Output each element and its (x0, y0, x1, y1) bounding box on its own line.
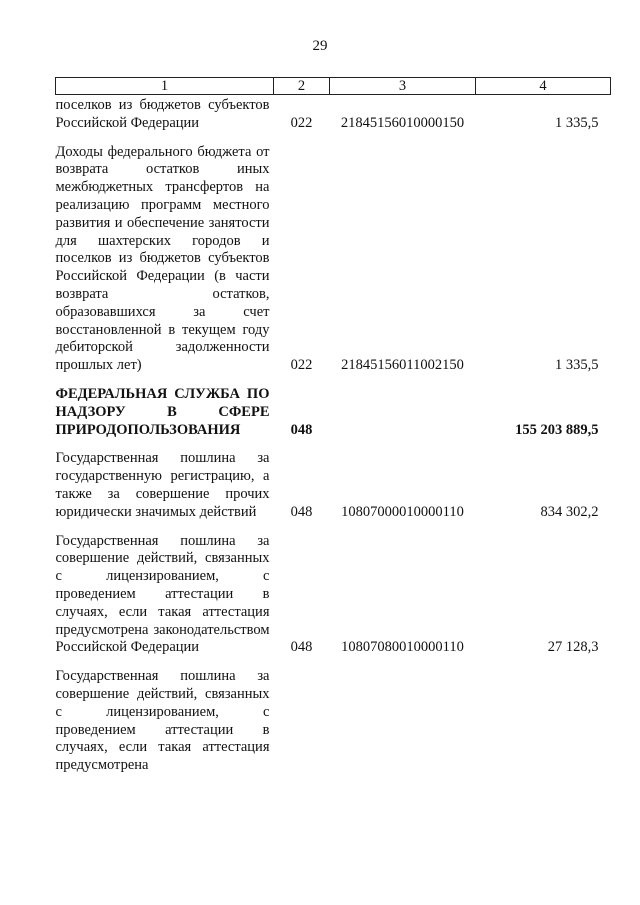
table-row (56, 439, 611, 521)
row-name: Государственная пошлина за совершение действий, связанных с лицензированием, с проведением аттестации в случаях, если такая аттестация предусмотрена законодательством Российской Федерации (55, 532, 270, 656)
row-admin-code: 048 (290, 639, 313, 656)
header-col-1: 1 (56, 78, 274, 95)
row-admin-code: 048 (290, 503, 313, 520)
row-admin-code (274, 657, 330, 775)
header-col-2: 2 (274, 78, 330, 95)
row-name: Государственная пошлина за государственную регистрацию, а также за совершение прочих юридически значимых действий (55, 450, 270, 520)
table-row (56, 657, 611, 775)
table-row-section (56, 375, 611, 439)
section-budget-code (330, 375, 476, 439)
row-budget-code: 21845156011002150 (341, 357, 464, 374)
page-number: 29 (312, 38, 328, 54)
row-name: поселков из бюджетов субъектов Российской Федерации (55, 97, 270, 131)
row-admin-code: 022 (290, 357, 313, 374)
table-row (56, 133, 611, 375)
row-budget-code (330, 657, 476, 775)
budget-table (55, 77, 611, 775)
header-col-4: 4 (476, 78, 611, 95)
row-admin-code: 022 (290, 114, 313, 131)
table-header-row (56, 78, 611, 95)
section-amount: 155 203 889,5 (515, 421, 599, 438)
section-name: ФЕДЕРАЛЬНАЯ СЛУЖБА ПО НАДЗОРУ В СФЕРЕ ПРИРОДОПОЛЬЗОВАНИЯ (55, 385, 270, 438)
row-amount: 1 335,5 (555, 114, 599, 131)
row-amount: 834 302,2 (540, 503, 599, 520)
row-amount: 27 128,3 (547, 639, 599, 656)
row-budget-code: 10807000010000110 (341, 503, 464, 520)
row-name: Доходы федерального бюджета от возврата остатков иных межбюджетных трансфертов на реализацию программ местного развития и обеспечение занятости для шахтерских городов и поселков из бюджетов субъектов Российской Федерации (в части возврата остатков, образовавшихся за счет восстановленной в текущем году дебиторской задолженности прошлых лет) (55, 143, 270, 374)
row-name: Государственная пошлина за совершение действий, связанных с лицензированием, с проведением аттестации в случаях, если такая аттестация предусмотрена (55, 668, 270, 774)
section-admin-code: 048 (290, 421, 313, 438)
row-budget-code: 21845156010000150 (340, 114, 465, 131)
row-budget-code: 10807080010000110 (341, 639, 464, 656)
table-row (56, 95, 611, 133)
table-row (56, 522, 611, 658)
header-col-3: 3 (330, 78, 476, 95)
row-amount (476, 657, 611, 775)
row-amount: 1 335,5 (555, 357, 599, 374)
